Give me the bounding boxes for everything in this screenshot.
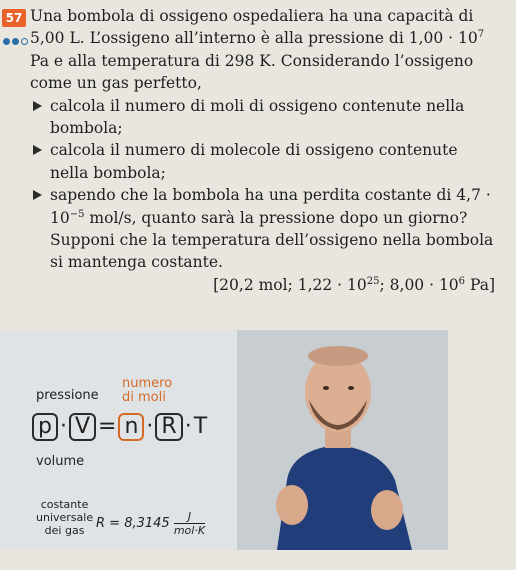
difficulty-dot-empty <box>21 38 28 45</box>
gas-constant-value: R = 8,3145 $\frac{J}{\text{mol·K}}$ <box>96 510 206 537</box>
question-bullet-2: calcola il numero di molecole di ossigeno contenute nella bombola; <box>30 139 495 184</box>
question-bullet-3: sapendo che la bombola ha una perdita costante di $4,7 \cdot 10^{-5}$ mol/s, quanto sarà la pressione dopo un giorno? Supponi che la temperatura dell’ossigeno nella bombola si mantenga costante. <box>30 184 495 274</box>
gas-constant-unit: $\frac{J}{\text{mol·K}}$ <box>173 510 206 537</box>
label-volume: volume <box>36 454 85 469</box>
presenter-figure <box>237 330 448 550</box>
difficulty-indicator <box>3 30 30 49</box>
answers: [20,2 mol; $1,22 \cdot 10^{25}$; $8,00 \cdot 10^6$ Pa] <box>213 275 495 294</box>
presenter-image <box>237 330 448 550</box>
ideal-gas-equation: p · V = n · R ·T <box>32 413 207 441</box>
question-bullet-1: calcola il numero di moli di ossigeno contenute nella bombola; <box>30 95 495 140</box>
label-gas-constant: costante universale dei gas <box>36 498 94 537</box>
eq-temperature: T <box>193 414 208 439</box>
problem-intro: Una bombola di ossigeno ospedaliera ha una capacità di 5,00 L. L’ossigeno all’interno è alla pressione di $1,00 \cdot 10^7$ Pa e alla temperatura di 298 K. Considerando l’ossigeno come un gas perfetto, <box>30 7 485 93</box>
difficulty-dot-full <box>3 38 10 45</box>
ideal-gas-law-graphic <box>0 330 237 550</box>
eq-volume-box: V <box>69 413 96 441</box>
label-moles-line2: di moli <box>122 390 166 405</box>
label-pressure: pressione <box>36 388 99 403</box>
eq-constant-box: R <box>155 413 182 441</box>
problem-text <box>30 5 495 296</box>
eq-moles-box: n <box>118 413 144 441</box>
video-thumbnail[interactable] <box>0 330 448 550</box>
label-moles-line1: numero <box>122 376 173 391</box>
page-bottom <box>0 550 516 570</box>
problem-questions <box>30 95 495 274</box>
exercise-number-badge: 57 <box>2 9 26 27</box>
difficulty-dot-full <box>12 38 19 45</box>
eq-pressure-box: p <box>32 413 58 441</box>
